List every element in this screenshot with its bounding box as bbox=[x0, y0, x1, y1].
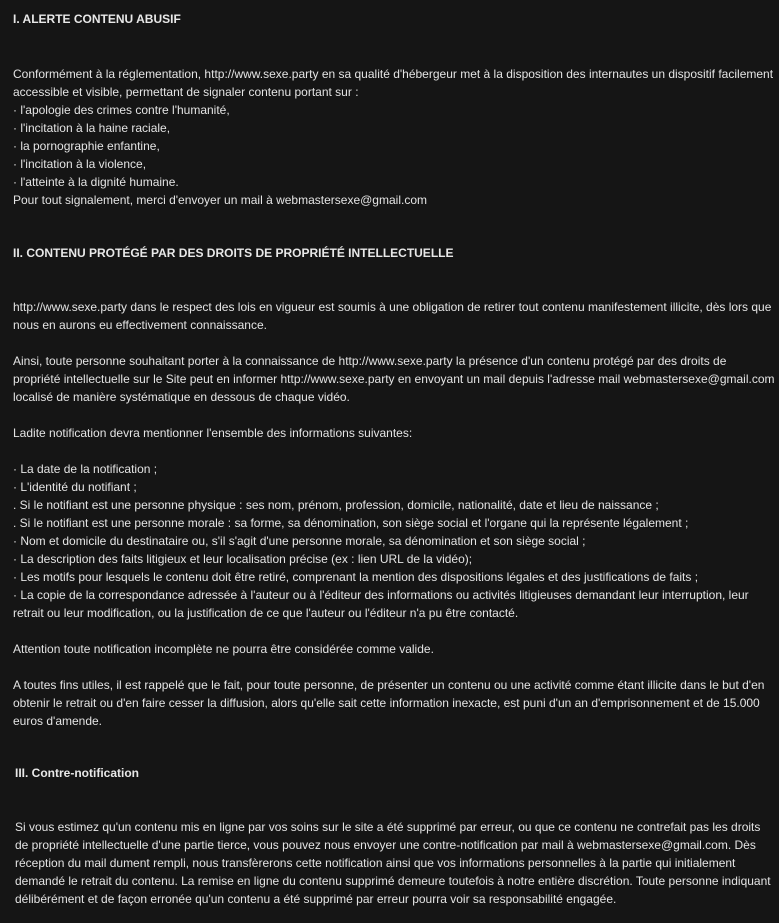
list-item: · L'identité du notifiant ; bbox=[13, 480, 137, 494]
section2-list bbox=[13, 460, 777, 622]
section1-title: I. ALERTE CONTENU ABUSIF bbox=[13, 12, 181, 26]
list-item: . Si le notifiant est une personne physique : ses nom, prénom, profession, domicile, nationalité, date et lieu de naissance ; bbox=[13, 498, 659, 512]
list-item: · La copie de la correspondance adressée à l'auteur ou à l'éditeur des informations ou activités litigieuses demandant leur interruption, leur retrait ou leur modification, ou la justification de ce que l'auteur ou l'éditeur n'a pu être contacté. bbox=[13, 588, 749, 620]
section1-list bbox=[13, 101, 777, 191]
list-item: · Les motifs pour lesquels le contenu doit être retiré, comprenant la mention des dispositions légales et des justifications de faits ; bbox=[13, 570, 699, 584]
section1-intro: Conformément à la réglementation, http://www.sexe.party en sa qualité d'hébergeur met à la disposition des internautes un dispositif facilement accessible et visible, permettant de signaler contenu portant sur : bbox=[13, 67, 774, 99]
section2-p1: http://www.sexe.party dans le respect des lois en vigueur est soumis à une obligation de retirer tout contenu manifestement illicite, dès lors que nous en aurons eu effectivement connaissance. bbox=[13, 300, 772, 332]
list-item: · l'incitation à la violence, bbox=[13, 157, 147, 171]
section3-p1: Si vous estimez qu'un contenu mis en ligne par vos soins sur le site a été supprimé par erreur, ou que ce contenu ne contrefait pas les droits de propriété intellectuelle d'une partie tierce, vous pouvez nous envoyer une contre-notification par mail à webmastersexe@gmail.com. Dès réception du mail dument rempli, nous transfèrerons cette notification ainsi que vos informations personnelles à la partie qui initialement demandé le retrait du contenu. La remise en ligne du contenu supprimé demeure toutefois à notre entière discrétion. Toute personne indiquant délibérément et de façon erronée qu'un contenu a été supprimé par erreur pourra voir sa responsabilité engagée. bbox=[15, 820, 771, 906]
list-item: · Nom et domicile du destinataire ou, s'il s'agit d'une personne morale, sa dénomination et son siège social ; bbox=[13, 534, 586, 548]
section2-p5: A toutes fins utiles, il est rappelé que le fait, pour toute personne, de présenter un contenu ou une activité comme étant illicite dans le but d'en obtenir le retrait ou d'en faire cesser la diffusion, alors qu'elle sait cette information inexacte, est puni d'un an d'emprisonnement et de 15.000 euros d'amende. bbox=[13, 678, 765, 728]
section1-contact: Pour tout signalement, merci d'envoyer un mail à webmastersexe@gmail.com bbox=[13, 193, 427, 207]
section2-p4: Attention toute notification incomplète ne pourra être considérée comme valide. bbox=[13, 642, 434, 656]
section2-title: II. CONTENU PROTÉGÉ PAR DES DROITS DE PROPRIÉTÉ INTELLECTUELLE bbox=[13, 246, 454, 260]
list-item: · l'incitation à la haine raciale, bbox=[13, 121, 171, 135]
list-item: · La description des faits litigieux et leur localisation précise (ex : lien URL de la vidéo); bbox=[13, 552, 473, 566]
list-item: · la pornographie enfantine, bbox=[13, 139, 160, 153]
section2-p2: Ainsi, toute personne souhaitant porter à la connaissance de http://www.sexe.party la présence d'un contenu protégé par des droits de propriété intellectuelle sur le Site peut en informer http://www.sexe.party en envoyant un mail depuis l'adresse mail webmastersexe@gmail.com localisé de manière systématique en dessous de chaque vidéo. bbox=[13, 354, 775, 404]
section3-title: III. Contre-notification bbox=[15, 766, 139, 780]
list-item: . Si le notifiant est une personne morale : sa forme, sa dénomination, son siège social et l'organe qui la représente légalement ; bbox=[13, 516, 689, 530]
list-item: · La date de la notification ; bbox=[13, 462, 158, 476]
section2-p3: Ladite notification devra mentionner l'ensemble des informations suivantes: bbox=[13, 426, 413, 440]
list-item: · l'atteinte à la dignité humaine. bbox=[13, 175, 179, 189]
list-item: · l'apologie des crimes contre l'humanité, bbox=[13, 103, 230, 117]
